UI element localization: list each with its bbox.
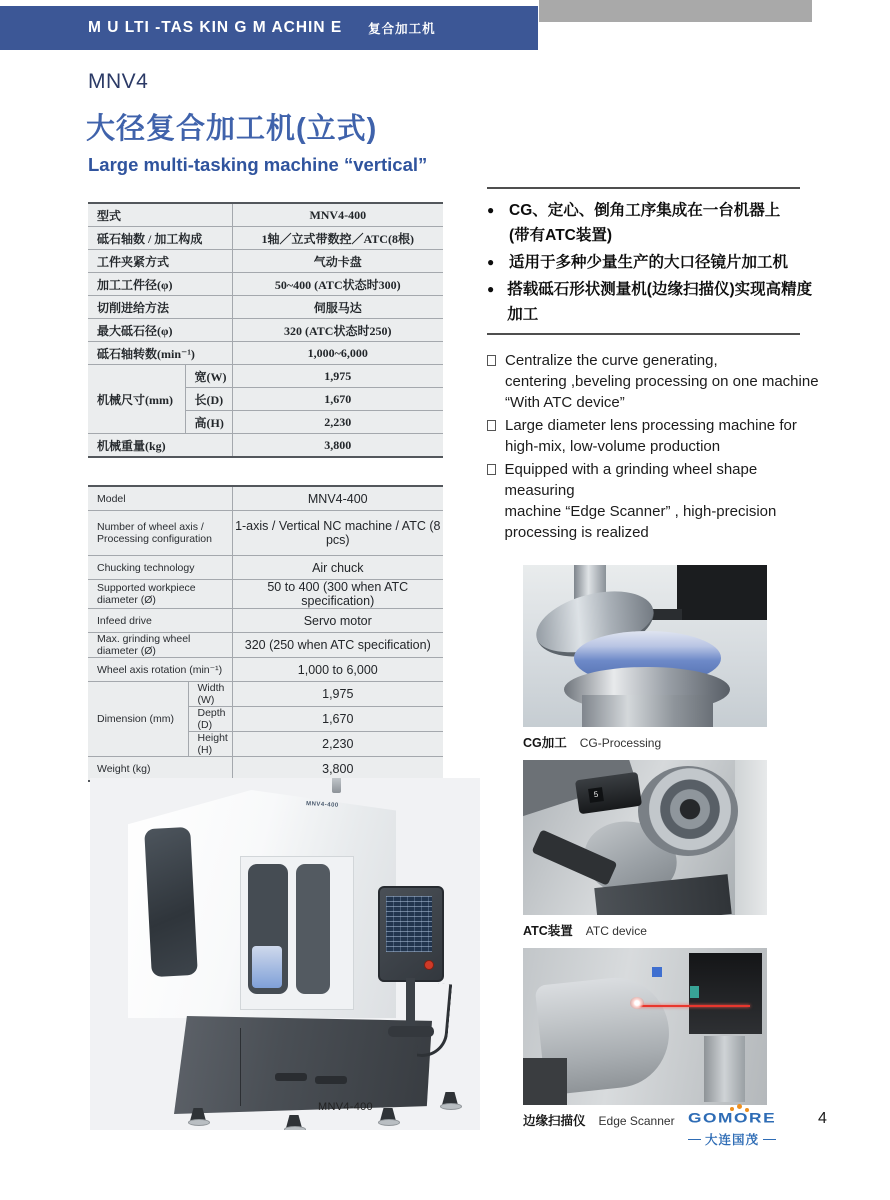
table-row (88, 434, 443, 458)
feature-text: high-mix, low-volume production (505, 438, 721, 455)
machine-left-window (144, 827, 198, 977)
atc-device-photo (523, 760, 767, 915)
pendant-stem (406, 978, 415, 1030)
caption-cn: ATC装置 (523, 924, 573, 938)
spec-value: 伺服马达 (232, 296, 443, 319)
table-row (88, 682, 443, 707)
spec-value: 3,800 (232, 434, 443, 458)
photo-dark-panel (677, 565, 767, 620)
machine-photo (90, 778, 480, 1130)
page-title-cn: 大径复合加工机(立式) (86, 113, 378, 145)
spec-value: 2,230 (232, 732, 443, 757)
feature-text: Centralize the curve generating, (505, 352, 718, 369)
tool-wheel-shape (638, 766, 738, 856)
spec-value: 320 (250 when ATC specification) (232, 633, 443, 658)
bullet-icon: ● (487, 203, 495, 217)
header-title: M U LTI -TAS KIN G M ACHIN E (88, 19, 343, 36)
spec-label: 砥石轴数 / 加工构成 (88, 227, 232, 250)
machine-foot-pad (440, 1103, 462, 1110)
spec-value: 50 to 400 (300 when ATC specification) (232, 580, 443, 609)
bullet-icon (487, 415, 505, 457)
pendant-cable (417, 982, 452, 1059)
feature-text: centering ,beveling processing on one machine (505, 373, 819, 390)
spec-value: 1轴／立式带数控／ATC(8根) (232, 227, 443, 250)
edge-scanner-photo (523, 948, 767, 1105)
spec-table-cn (88, 202, 443, 458)
spec-value: 50~400 (ATC状态时300) (232, 273, 443, 296)
bullet-icon (487, 350, 505, 413)
spec-label: 型式 (88, 203, 232, 227)
chuck-body (582, 695, 714, 727)
machine-caption: MNV4-400 (318, 1101, 373, 1113)
spec-label: Model (88, 486, 232, 511)
spec-label: 加工工件径(φ) (88, 273, 232, 296)
feature-list-en (487, 350, 823, 545)
divider-line (487, 333, 800, 335)
spec-sub-label: 宽(W) (185, 365, 232, 388)
spec-label: 机械重量(kg) (88, 434, 232, 458)
feature-text: Large diameter lens processing machine for (505, 417, 797, 434)
photo-caption (523, 1111, 675, 1129)
logo-dash (688, 1139, 701, 1140)
table-row (88, 609, 443, 633)
photo-light-panel (735, 760, 767, 915)
spec-value: 1,670 (232, 707, 443, 732)
feature-text: processing is realized (504, 524, 649, 541)
page-number: 4 (818, 1110, 827, 1127)
spec-label: 切削进给方法 (88, 296, 232, 319)
machine-vent (315, 1076, 347, 1084)
spec-value: MNV4-400 (232, 203, 443, 227)
spec-value: 气动卡盘 (232, 250, 443, 273)
spec-value: 320 (ATC状态时250) (232, 319, 443, 342)
laser-beam (638, 1005, 750, 1007)
photo-dark-corner (523, 1058, 567, 1105)
spec-label: 砥石轴转数(min⁻¹) (88, 342, 232, 365)
table-row (88, 273, 443, 296)
spec-label: Chucking technology (88, 556, 232, 580)
laser-spot (630, 997, 644, 1009)
scanner-lens (690, 986, 699, 998)
logo-dash (763, 1139, 776, 1140)
caption-en: Edge Scanner (598, 1114, 675, 1128)
bullet-icon: ● (487, 282, 495, 296)
spec-sub-label: 长(D) (185, 388, 232, 411)
table-row (88, 556, 443, 580)
list-item (487, 250, 817, 275)
photo-caption (523, 921, 647, 939)
table-row (88, 319, 443, 342)
machine-coolant-tank (252, 946, 282, 988)
spec-value: MNV4-400 (232, 486, 443, 511)
logo-subtitle-text: 大连国茂 (705, 1133, 760, 1147)
spec-value: 1,975 (232, 682, 443, 707)
spec-value: 2,230 (232, 411, 443, 434)
spec-value: 1,000 to 6,000 (232, 658, 443, 682)
table-row (88, 296, 443, 319)
spec-value: 1,975 (232, 365, 443, 388)
list-item (487, 350, 823, 413)
machine-base-seam (240, 1028, 241, 1106)
spec-value: 1-axis / Vertical NC machine / ATC (8 pcs) (232, 511, 443, 556)
spec-label: 工件夹紧方式 (88, 250, 232, 273)
spec-label: 最大砥石径(φ) (88, 319, 232, 342)
emergency-stop-button (424, 960, 434, 970)
spec-group-label: Dimension (mm) (88, 682, 188, 757)
caption-en: ATC device (585, 924, 647, 938)
spec-label: Weight (kg) (88, 757, 232, 782)
caption-en: CG-Processing (579, 736, 662, 750)
feature-text: “With ATC device” (505, 394, 625, 411)
table-row (88, 633, 443, 658)
spec-sub-label: Depth (D) (188, 707, 232, 732)
header-gray-bar (539, 0, 812, 22)
spec-table-en (88, 485, 443, 782)
spec-value: Servo motor (232, 609, 443, 633)
header-band (0, 6, 538, 50)
feature-list-cn (487, 198, 817, 329)
spec-label: Infeed drive (88, 609, 232, 633)
table-row (88, 250, 443, 273)
list-item (487, 198, 817, 248)
feature-text: machine “Edge Scanner” , high-precision (504, 503, 777, 520)
caption-cn: 边缘扫描仪 (523, 1114, 586, 1128)
spec-sub-label: Height (H) (188, 732, 232, 757)
feature-text: (带有ATC装置) (509, 227, 613, 244)
spec-label: Wheel axis rotation (min⁻¹) (88, 658, 232, 682)
tool-number-tag: 5 (588, 787, 604, 803)
spec-label: Max. grinding wheel diameter (Ø) (88, 633, 232, 658)
logo-dot (737, 1104, 742, 1109)
logo-text: GOMORE (688, 1110, 777, 1126)
photo-caption (523, 733, 661, 751)
model-name: MNV4 (88, 70, 149, 93)
bullet-icon (487, 459, 505, 543)
table-row (88, 365, 443, 388)
table-row (88, 580, 443, 609)
machine-beacon-light (332, 778, 341, 793)
spec-label: Supported workpiece diameter (Ø) (88, 580, 232, 609)
spec-sub-label: Width (W) (188, 682, 232, 707)
machine-vent (275, 1073, 307, 1081)
list-item (487, 415, 823, 457)
page-subtitle-en: Large multi-tasking machine “vertical” (88, 154, 428, 175)
divider-line (487, 187, 800, 189)
feature-text: 搭载砥石形状测量机(边缘扫描仪)实现高精度加工 (507, 281, 813, 323)
list-item (487, 277, 817, 327)
table-row (88, 658, 443, 682)
spec-value: 3,800 (232, 757, 443, 782)
machine-foot-pad (378, 1119, 400, 1126)
feature-text: CG、定心、倒角工序集成在一台机器上 (509, 202, 781, 219)
table-row (88, 203, 443, 227)
table-row (88, 227, 443, 250)
scanner-column (704, 1036, 745, 1102)
cable-connector (652, 967, 662, 977)
spec-sub-label: 高(H) (185, 411, 232, 434)
header-title-cn: 复合加工机 (368, 22, 436, 36)
table-row (88, 486, 443, 511)
spec-value: Air chuck (232, 556, 443, 580)
cg-processing-photo (523, 565, 767, 727)
feature-text: Equipped with a grinding wheel shape measuring (504, 461, 758, 499)
company-logo (688, 1110, 798, 1148)
bullet-icon: ● (487, 255, 495, 269)
feature-text: 适用于多种少量生产的大口径镜片加工机 (509, 254, 789, 271)
machine-nameplate: MNV4-400 (305, 801, 339, 809)
caption-cn: CG加工 (523, 736, 567, 750)
control-screen (386, 896, 432, 952)
list-item (487, 459, 823, 543)
machine-foot-pad (188, 1119, 210, 1126)
table-row (88, 511, 443, 556)
logo-subtitle (688, 1130, 798, 1148)
scanner-head (689, 953, 762, 1035)
machine-door-window (296, 864, 330, 994)
table-row (88, 342, 443, 365)
spec-group-label: 机械尺寸(mm) (88, 365, 185, 434)
spec-value: 1,000~6,000 (232, 342, 443, 365)
spec-value: 1,670 (232, 388, 443, 411)
machine-foot-pad (284, 1126, 306, 1130)
spec-label: Number of wheel axis / Processing configuration (88, 511, 232, 556)
